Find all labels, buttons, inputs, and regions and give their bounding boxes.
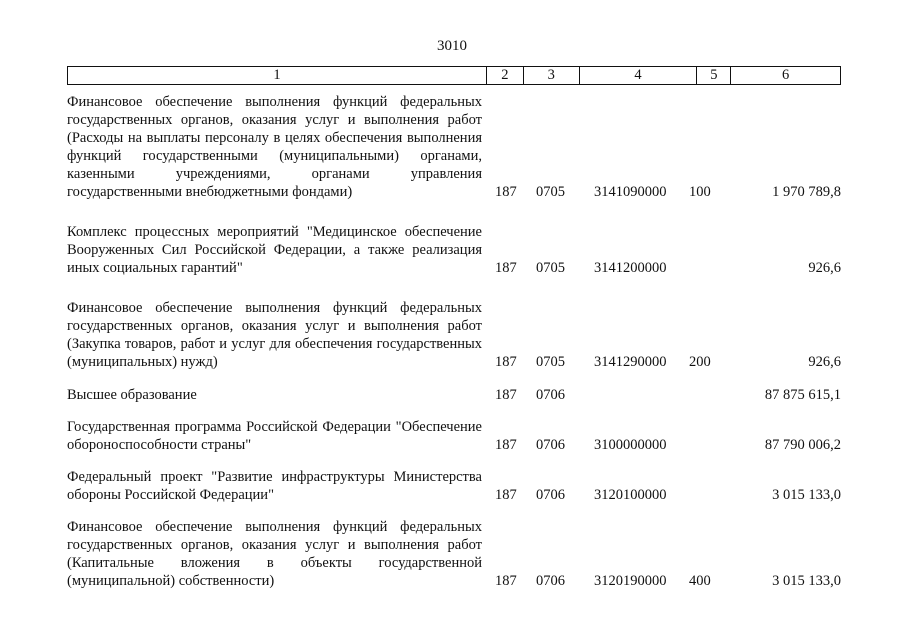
- table-header: [67, 66, 841, 85]
- row-description: Государственная программа Российской Федерации "Обеспечение обороноспособности страны": [67, 419, 482, 453]
- row-description: Комплекс процессных мероприятий "Медицинское обеспечение Вооруженных Сил Российской Федерации, а также реализация иных социальных гарантий": [67, 224, 482, 276]
- row-col-6: 926,6: [808, 260, 841, 276]
- table-row: [67, 386, 841, 404]
- row-col-4: 3120100000: [594, 487, 667, 503]
- row-col-2: 187: [495, 573, 517, 589]
- table-body: [67, 93, 841, 590]
- table-row: [67, 223, 841, 277]
- row-col-4: 3141200000: [594, 260, 667, 276]
- row-col-5: 100: [689, 184, 711, 200]
- header-col-3: 3: [524, 67, 580, 84]
- row-col-6: 3 015 133,0: [772, 487, 841, 503]
- table-row: [67, 93, 841, 201]
- header-col-1: 1: [68, 67, 487, 84]
- row-col-3: 0706: [536, 487, 565, 503]
- row-col-6: 1 970 789,8: [772, 184, 841, 200]
- header-col-6: 6: [782, 67, 790, 83]
- header-col-4: 4: [580, 67, 698, 84]
- row-col-2: 187: [495, 354, 517, 370]
- row-description: Финансовое обеспечение выполнения функций федеральных государственных органов, оказания услуг и выполнения работ (Капитальные вложения в объекты государственной (муниципальной) собственности): [67, 519, 482, 589]
- row-col-4: 3100000000: [594, 437, 667, 453]
- row-description: Финансовое обеспечение выполнения функций федеральных государственных органов, оказания услуг и выполнения работ (Расходы на выплаты персоналу в целях обеспечения выполнения функций государственными (муниципальными) органами, казенными учреждениями, органами управления государственными внебюджетными фондами): [67, 94, 482, 200]
- row-col-2: 187: [495, 184, 517, 200]
- row-col-3: 0705: [536, 354, 565, 370]
- row-col-2: 187: [495, 387, 517, 403]
- row-col-6: 3 015 133,0: [772, 573, 841, 589]
- header-col-5: 5: [697, 67, 731, 84]
- table-row: [67, 299, 841, 371]
- row-col-4: 3141090000: [594, 184, 667, 200]
- header-col-2: 2: [487, 67, 524, 84]
- row-col-4: 3120190000: [594, 573, 667, 589]
- table-row: [67, 418, 841, 454]
- row-col-3: 0705: [536, 184, 565, 200]
- row-description: Финансовое обеспечение выполнения функций федеральных государственных органов, оказания услуг и выполнения работ (Закупка товаров, работ и услуг для обеспечения государственных (муниципальных) нужд): [67, 300, 482, 370]
- row-col-3: 0706: [536, 437, 565, 453]
- row-col-6: 926,6: [808, 354, 841, 370]
- row-col-3: 0706: [536, 573, 565, 589]
- table-row: [67, 468, 841, 504]
- row-col-6: 87 875 615,1: [764, 387, 841, 403]
- row-col-5: 200: [689, 354, 711, 370]
- row-col-6: 87 790 006,2: [764, 437, 841, 453]
- table-row: [67, 518, 841, 590]
- row-col-3: 0706: [536, 387, 565, 403]
- row-col-3: 0705: [536, 260, 565, 276]
- row-col-2: 187: [495, 487, 517, 503]
- row-description: Федеральный проект "Развитие инфраструктуры Министерства обороны Российской Федерации": [67, 469, 482, 503]
- row-col-2: 187: [495, 260, 517, 276]
- row-col-5: 400: [689, 573, 711, 589]
- row-description: Высшее образование: [67, 387, 197, 403]
- page-number: 3010: [437, 38, 467, 54]
- row-col-4: 3141290000: [594, 354, 667, 370]
- row-col-2: 187: [495, 437, 517, 453]
